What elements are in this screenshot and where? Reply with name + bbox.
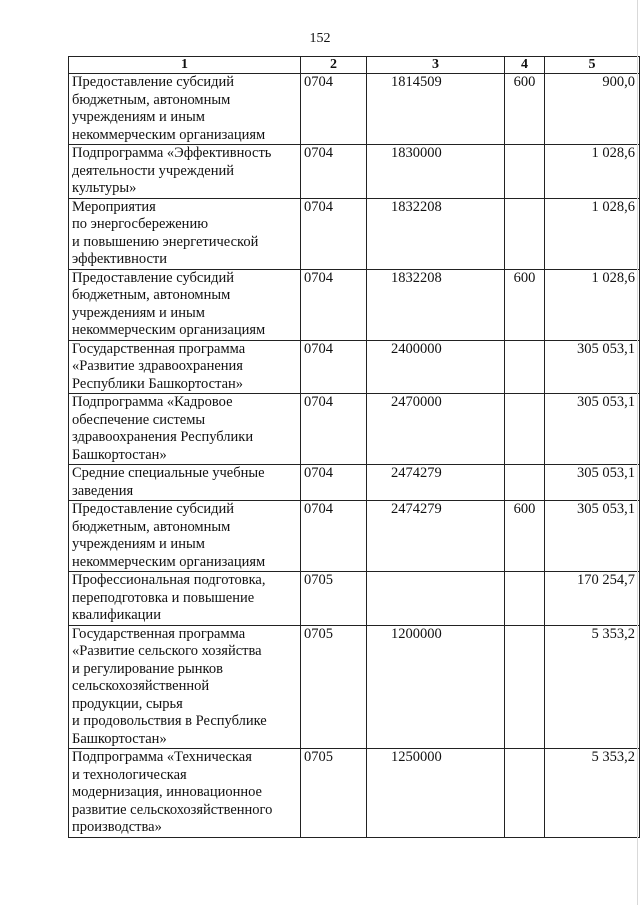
section-code-cell: 0705 [301, 572, 367, 626]
target-code-cell [367, 572, 505, 626]
table-row [69, 145, 640, 199]
section-code-cell: 0704 [301, 394, 367, 465]
amount-cell: 305 053,1 [545, 340, 640, 394]
target-code-cell: 2400000 [367, 340, 505, 394]
amount-cell: 5 353,2 [545, 749, 640, 838]
table-row [69, 625, 640, 749]
section-code-cell: 0704 [301, 269, 367, 340]
expense-type-cell [505, 749, 545, 838]
table-row [69, 572, 640, 626]
scan-edge-line [637, 0, 638, 905]
budget-table [68, 56, 640, 838]
target-code-cell: 1832208 [367, 198, 505, 269]
expense-type-cell [505, 625, 545, 749]
table-body [69, 74, 640, 838]
expense-type-cell [505, 394, 545, 465]
section-code-cell: 0704 [301, 198, 367, 269]
amount-cell: 305 053,1 [545, 501, 640, 572]
table-row [69, 269, 640, 340]
amount-cell: 1 028,6 [545, 269, 640, 340]
amount-cell: 305 053,1 [545, 394, 640, 465]
column-header: 5 [545, 57, 640, 74]
row-name-cell: Предоставление субсидий бюджетным, автономным учреждениям и иным некоммерческим организациям [69, 501, 301, 572]
row-name-cell: Профессиональная подготовка, переподготовка и повышение квалификации [69, 572, 301, 626]
row-name-cell: Предоставление субсидий бюджетным, автономным учреждениям и иным некоммерческим организациям [69, 269, 301, 340]
row-name-cell: Государственная программа «Развитие здравоохранения Республики Башкортостан» [69, 340, 301, 394]
amount-cell: 1 028,6 [545, 145, 640, 199]
section-code-cell: 0704 [301, 340, 367, 394]
section-code-cell: 0704 [301, 74, 367, 145]
target-code-cell: 2474279 [367, 465, 505, 501]
section-code-cell: 0704 [301, 145, 367, 199]
row-name-cell: Подпрограмма «Эффективность деятельности учреждений культуры» [69, 145, 301, 199]
amount-cell: 5 353,2 [545, 625, 640, 749]
column-header: 2 [301, 57, 367, 74]
expense-type-cell: 600 [505, 269, 545, 340]
row-name-cell: Государственная программа «Развитие сельского хозяйства и регулирование рынков сельскохозяйственной продукции, сырья и продовольствия в Республике Башкортостан» [69, 625, 301, 749]
target-code-cell: 1250000 [367, 749, 505, 838]
section-code-cell: 0704 [301, 465, 367, 501]
table-row [69, 465, 640, 501]
row-name-cell: Подпрограмма «Кадровое обеспечение системы здравоохранения Республики Башкортостан» [69, 394, 301, 465]
section-code-cell: 0705 [301, 749, 367, 838]
row-name-cell: Средние специальные учебные заведения [69, 465, 301, 501]
amount-cell: 1 028,6 [545, 198, 640, 269]
expense-type-cell [505, 145, 545, 199]
row-name-cell: Мероприятия по энергосбережению и повышению энергетической эффективности [69, 198, 301, 269]
amount-cell: 170 254,7 [545, 572, 640, 626]
row-name-cell: Предоставление субсидий бюджетным, автономным учреждениям и иным некоммерческим организациям [69, 74, 301, 145]
table-row [69, 198, 640, 269]
expense-type-cell [505, 198, 545, 269]
table-row [69, 749, 640, 838]
row-name-cell: Подпрограмма «Техническая и технологическая модернизация, инновационное развитие сельскохозяйственного производства» [69, 749, 301, 838]
table-row [69, 74, 640, 145]
table-row [69, 394, 640, 465]
page-number: 152 [309, 31, 331, 46]
section-code-cell: 0705 [301, 625, 367, 749]
column-header: 3 [367, 57, 505, 74]
amount-cell: 305 053,1 [545, 465, 640, 501]
expense-type-cell [505, 465, 545, 501]
table-row [69, 501, 640, 572]
section-code-cell: 0704 [301, 501, 367, 572]
target-code-cell: 2474279 [367, 501, 505, 572]
table-row [69, 340, 640, 394]
table-header-row [69, 57, 640, 74]
target-code-cell: 2470000 [367, 394, 505, 465]
target-code-cell: 1830000 [367, 145, 505, 199]
target-code-cell: 1832208 [367, 269, 505, 340]
target-code-cell: 1814509 [367, 74, 505, 145]
column-header: 1 [69, 57, 301, 74]
expense-type-cell [505, 340, 545, 394]
expense-type-cell: 600 [505, 74, 545, 145]
expense-type-cell: 600 [505, 501, 545, 572]
expense-type-cell [505, 572, 545, 626]
target-code-cell: 1200000 [367, 625, 505, 749]
column-header: 4 [505, 57, 545, 74]
amount-cell: 900,0 [545, 74, 640, 145]
